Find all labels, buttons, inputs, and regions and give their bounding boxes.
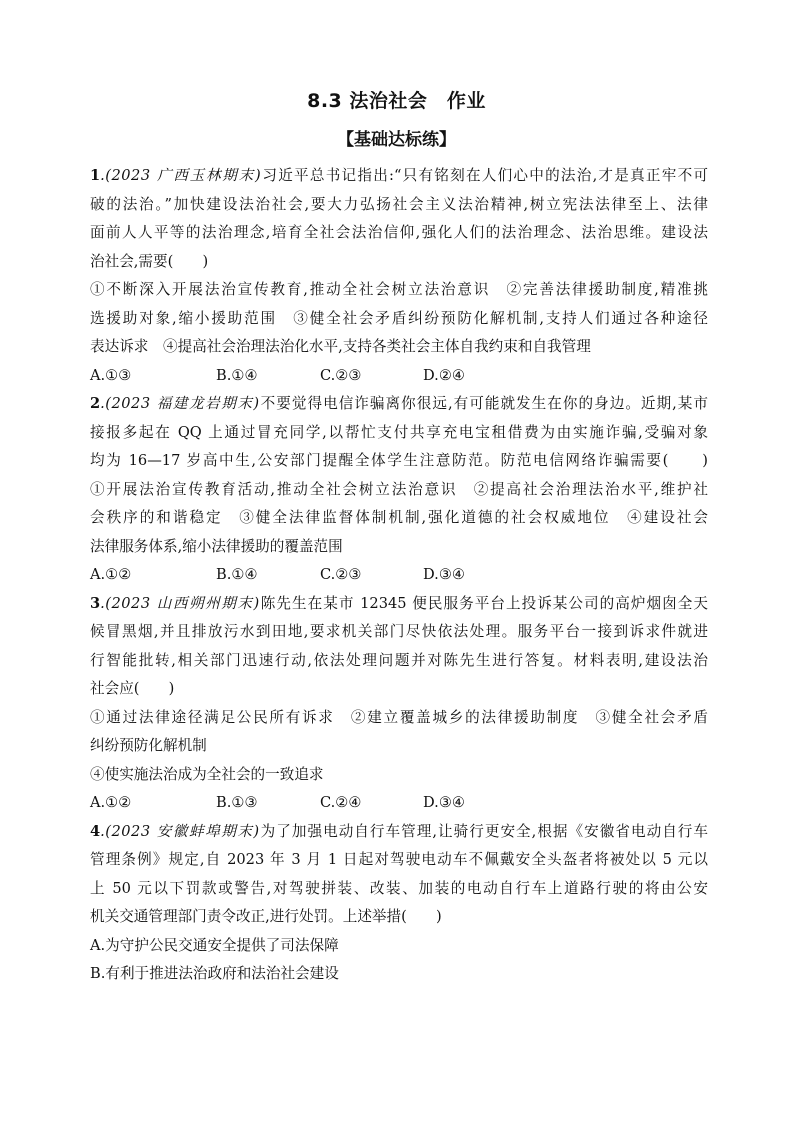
question-source: .(2023 安徽蚌埠期末) [100, 822, 260, 840]
question-line [90, 390, 708, 419]
question-3 [90, 590, 708, 818]
answer-options [90, 362, 708, 391]
statement-line: 会秩序的和谐稳定 ③健全法律监督体制机制,强化道德的社会权威地位 ④建设社会 [90, 509, 708, 526]
question-2 [90, 390, 708, 590]
option-b[interactable]: B.有利于推进法治政府和法治社会建设 [90, 965, 339, 982]
question-line: 管理条例》规定,自 2023 年 3 月 1 日起对驾驶电动车不佩戴安全头盔者将被处以 5 元以 [90, 851, 708, 868]
question-text: 为了加强电动自行车管理,让骑行更安全,根据《安徽省电动自行车 [259, 822, 709, 840]
section-heading: 【基础达标练】 [337, 130, 456, 150]
question-source: .(2023 福建龙岩期末) [100, 395, 260, 412]
statement-line: 选援助对象,缩小援助范围 ③健全社会矛盾纠纷预防化解机制,支持人们通过各种途径 [90, 309, 708, 327]
statement-line: ①不断深入开展法治宣传教育,推动全社会树立法治意识 ②完善法律援助制度,精准挑 [90, 281, 708, 298]
option-b[interactable]: B.①④ [216, 566, 258, 583]
option-a[interactable]: A.①② [90, 566, 132, 583]
statement-line: 纠纷预防化解机制 [90, 737, 207, 754]
question-line: 面前人人平等的法治理念,培育全社会法治信仰,强化人们的法治理念、法治思维。建设法 [90, 224, 708, 241]
statement-line: ④使实施法治成为全社会的一致追求 [90, 765, 324, 783]
page-title: 8.3 法治社会 作业 [307, 90, 486, 112]
answer-options [90, 561, 708, 590]
question-source: .(2023 山西朔州期末) [100, 594, 260, 612]
option-c[interactable]: C.②③ [320, 566, 362, 583]
option-c[interactable]: C.②④ [320, 794, 362, 811]
question-number: 3 [90, 594, 101, 612]
question-line: 行智能批转,相关部门迅速行动,依法处理问题并对陈先生进行答复。材料表明,建设法治 [90, 651, 708, 669]
question-line [90, 818, 708, 847]
question-number: 1 [90, 167, 101, 184]
question-line: 上 50 元以下罚款或警告,对驾驶拼装、改装、加装的电动自行车上道路行驶的将由公安 [90, 879, 708, 897]
question-text: 习近平总书记指出:“只有铭刻在人们心中的法治,才是真正牢不可 [261, 167, 708, 184]
question-list [90, 162, 708, 989]
question-line: 治社会,需要( ) [90, 252, 209, 270]
option-b[interactable]: B.①③ [216, 794, 258, 811]
answer-options [90, 789, 708, 818]
statement-line: ①通过法律途径满足公民所有诉求 ②建立覆盖城乡的法律援助制度 ③健全社会矛盾 [90, 708, 708, 726]
option-d[interactable]: D.③④ [423, 794, 465, 811]
question-number: 2 [90, 395, 101, 412]
option-d[interactable]: D.②④ [423, 366, 465, 384]
statement-line: ①开展法治宣传教育活动,推动全社会树立法治意识 ②提高社会治理法治水平,维护社 [90, 480, 708, 498]
question-text: 不要觉得电信诈骗离你很远,有可能就发生在你的身边。近期,某市 [259, 395, 709, 412]
question-line: 破的法治。”加快建设法治社会,要大力弘扬社会主义法治精神,树立宪法法律至上、法律 [90, 195, 708, 213]
statement-line: 法律服务体系,缩小法律援助的覆盖范围 [90, 537, 343, 555]
option-a[interactable]: A.①② [90, 794, 132, 811]
option-c[interactable]: C.②③ [320, 366, 362, 384]
question-line: 候冒黑烟,并且排放污水到田地,要求机关部门尽快依法处理。服务平台一接到诉求件就进 [90, 623, 708, 640]
option-a[interactable]: A.①③ [90, 366, 132, 384]
option-a[interactable]: A.为守护公民交通安全提供了司法保障 [90, 936, 339, 954]
question-4 [90, 818, 708, 989]
question-line [90, 590, 708, 619]
statement-line: 表达诉求 ④提高社会治理法治化水平,支持各类社会主体自我约束和自我管理 [90, 338, 591, 355]
option-b[interactable]: B.①④ [216, 366, 258, 384]
question-line: 社会应( ) [90, 680, 175, 697]
question-line [90, 162, 708, 191]
question-1 [90, 162, 708, 390]
question-text: 陈先生在某市 12345 便民服务平台上投诉某公司的高炉烟囱全天 [259, 594, 708, 612]
question-number: 4 [90, 822, 101, 840]
option-d[interactable]: D.③④ [423, 566, 465, 583]
question-line: 接报多起在 QQ 上通过冒充同学,以帮忙支付共享充电宝租借费为由实施诈骗,受骗对象 [90, 423, 708, 441]
question-line: 机关交通管理部门责令改正,进行处罚。上述举措( ) [90, 908, 442, 925]
question-line: 均为 16—17 岁高中生,公安部门提醒全体学生注意防范。防范电信网络诈骗需要( ) [90, 452, 708, 469]
question-source: .(2023 广西玉林期末) [100, 167, 262, 184]
